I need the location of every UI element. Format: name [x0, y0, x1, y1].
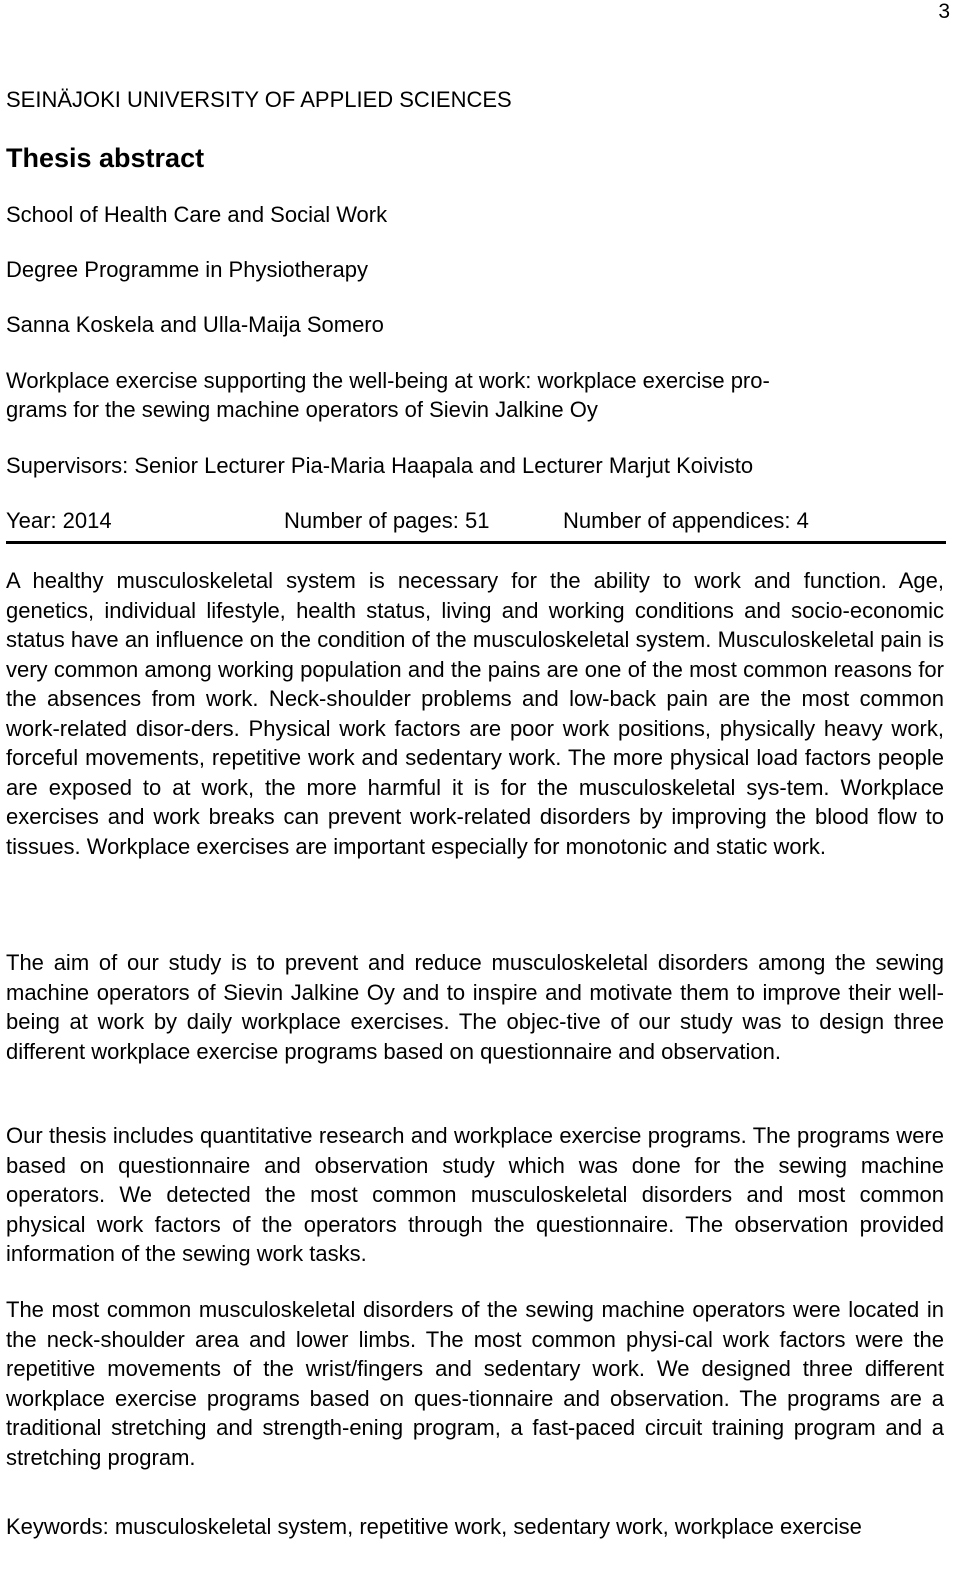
thesis-title-line-2: grams for the sewing machine operators of Sievin Jalkine Oy	[6, 397, 598, 422]
supervisors: Supervisors: Senior Lecturer Pia-Maria Haapala and Lecturer Marjut Koivisto	[6, 453, 754, 478]
thesis-title-line-1: Workplace exercise supporting the well-being at work: workplace exercise pro-	[6, 368, 770, 393]
abstract-paragraph-1: A healthy musculoskeletal system is necessary for the ability to work and function. Age, genetics, individual lifestyle, health status, living and working conditions and socio-economic status have an influence on the condition of the musculoskeletal system. Musculoskeletal pain is very common among working population and the pains are one of the most common reasons for the absences from work. Neck-shoulder problems and low-back pain are the most common work-related disor-ders. Physical work factors are poor work positions, physically heavy work, forceful movements, repetitive work and sedentary work. The more physical load factors people are exposed to at work, the more harmful it is for the musculoskeletal sys-tem. Workplace exercises and work breaks can prevent work-related disorders by improving the blood flow to tissues. Workplace exercises are important especially for monotonic and static work.	[6, 568, 944, 859]
degree-programme: Degree Programme in Physiotherapy	[6, 257, 368, 282]
abstract-paragraph-4: The most common musculoskeletal disorders of the sewing machine operators were located in the neck-shoulder area and lower limbs. The most common physi-cal work factors were the repetitive movements of the wrist/fingers and sedentary work. We designed three different workplace exercise programs based on ques-tionnaire and observation. The programs are a traditional stretching and strength-ening program, a fast-paced circuit training program and a stretching program.	[6, 1297, 944, 1470]
abstract-paragraph-3: Our thesis includes quantitative research and workplace exercise programs. The programs were based on questionnaire and observation study which was done for the sewing machine operators. We detected the most common musculoskeletal disorders and most common physical work factors of the operators through the questionnaire. The observation provided information of the sewing work tasks.	[6, 1123, 944, 1266]
year: Year: 2014	[6, 508, 112, 533]
thesis-meta-row	[6, 507, 946, 544]
keywords: Keywords: musculoskeletal system, repetitive work, sedentary work, workplace exercise	[6, 1514, 862, 1539]
number-of-pages: Number of pages: 51	[284, 508, 490, 533]
authors: Sanna Koskela and Ulla-Maija Somero	[6, 312, 384, 337]
document-type-heading: Thesis abstract	[6, 143, 205, 173]
number-of-appendices: Number of appendices: 4	[563, 508, 809, 533]
school-name: School of Health Care and Social Work	[6, 202, 388, 227]
abstract-paragraph-2: The aim of our study is to prevent and reduce musculoskeletal disorders among the sewing machine operators of Sievin Jalkine Oy and to inspire and motivate them to improve their well-being at work by daily workplace exercises. The objec-tive of our study was to design three different workplace exercise programs based on questionnaire and observation.	[6, 950, 944, 1064]
university-name: SEINÄJOKI UNIVERSITY OF APPLIED SCIENCES	[6, 87, 512, 112]
page-number: 3	[938, 0, 950, 23]
